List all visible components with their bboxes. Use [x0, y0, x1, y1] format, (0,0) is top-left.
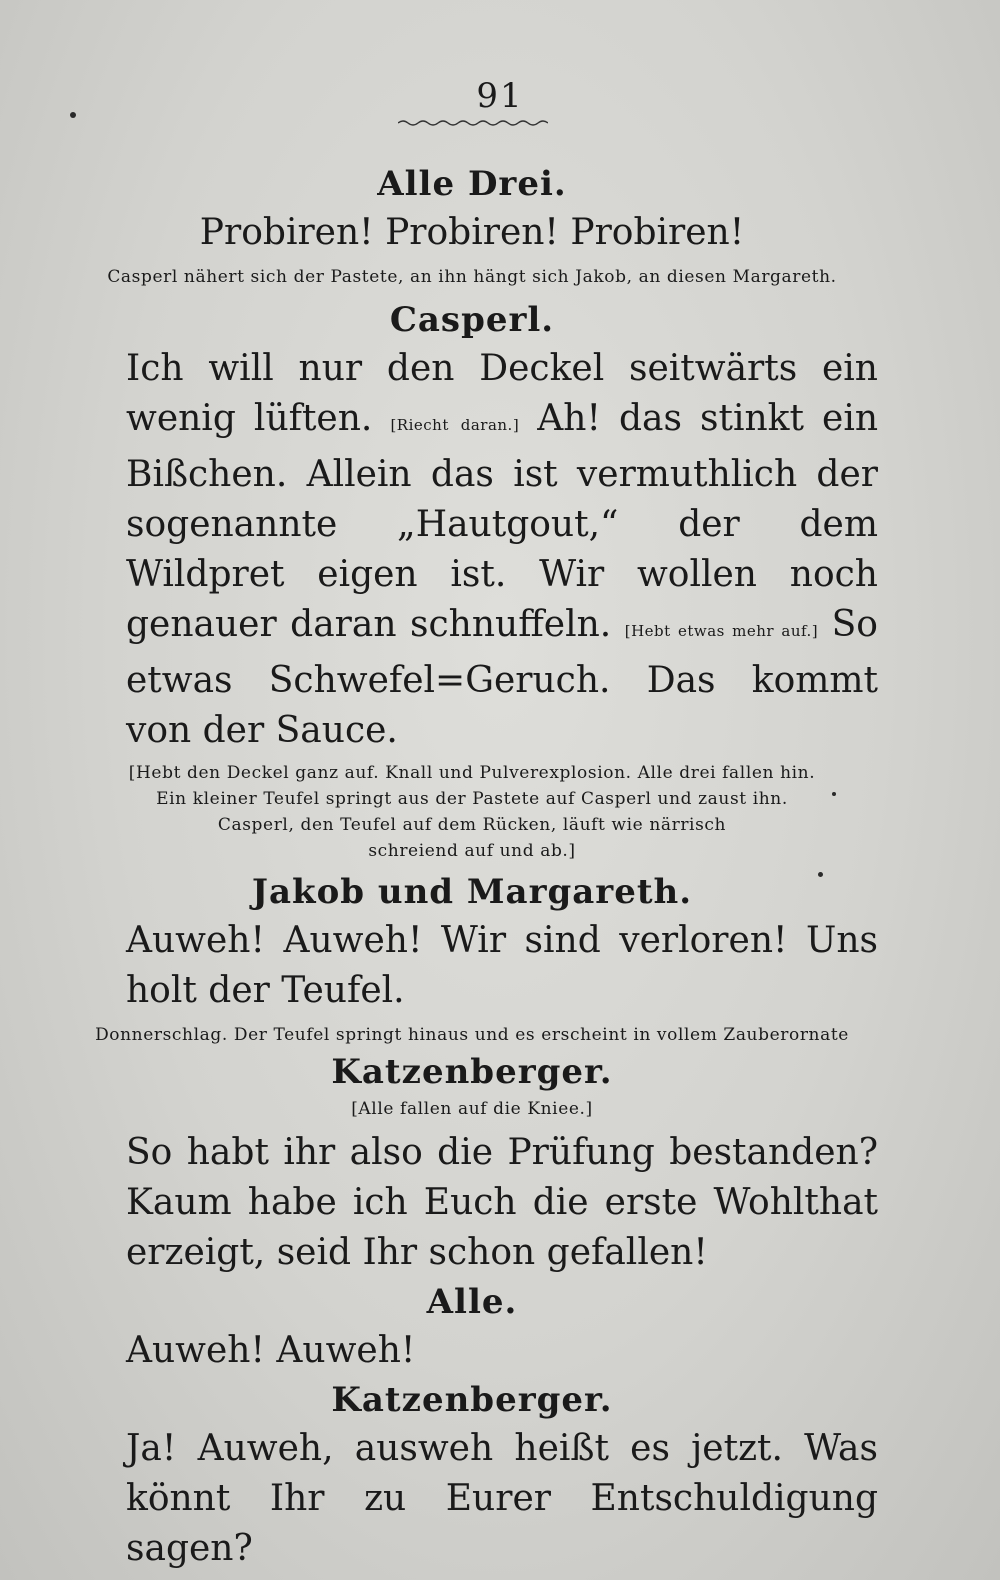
stage-direction — [66, 760, 878, 864]
speaker-heading: Alle. — [426, 1282, 518, 1322]
speech-text: Ah! das stinkt ein Bißchen. Allein das ist vermuthlich der sogenannte „Hautgout,“ der dem Wildpret eigen ist. Wir wollen noch genauer daran schnuffeln. — [126, 398, 879, 645]
inline-stage-direction: [Hebt etwas mehr auf.] — [624, 622, 819, 640]
speech-paragraph — [66, 344, 878, 756]
speech-line: Probiren! Probiren! Probiren! — [199, 212, 745, 253]
speaker-heading: Katzenberger. — [331, 1380, 613, 1420]
speaker-heading: Jakob und Margareth. — [251, 872, 693, 912]
stage-direction: [Alle fallen auf die Kniee.] — [351, 1099, 593, 1119]
speaker-heading: Katzenberger. — [331, 1052, 613, 1092]
speech-paragraph: Ja! Auweh, ausweh heißt es jetzt. Was könnt Ihr zu Eurer Entschuldigung sagen? — [126, 1428, 878, 1569]
speaker-heading: Alle Drei. — [377, 164, 567, 204]
page-number: 91 — [476, 76, 524, 116]
inline-stage-direction: [Riecht daran.] — [390, 416, 520, 434]
stage-direction-line: schreiend auf und ab.] — [368, 841, 576, 861]
speech-paragraph: Auweh! Auweh! — [126, 1330, 416, 1371]
stage-direction-line: Casperl, den Teufel auf dem Rücken, läuft wie närrisch — [217, 815, 727, 835]
speech-paragraph: Auweh! Auweh! Wir sind verloren! Uns holt der Teufel. — [126, 920, 878, 1011]
speech-text: Ich will nur den Deckel seitwärts ein wenig lüften. — [126, 348, 878, 439]
stage-direction-line: [Hebt den Deckel ganz auf. Knall und Pulverexplosion. Alle drei fallen hin. — [128, 763, 816, 783]
play-text — [66, 160, 878, 1574]
speaker-heading: Casperl. — [389, 300, 555, 340]
stage-direction: Donnerschlag. Der Teufel springt hinaus und es erscheint in vollem Zauberornate — [95, 1025, 849, 1045]
stage-direction: Casperl nähert sich der Pastete, an ihn hängt sich Jakob, an diesen Margareth. — [107, 267, 837, 287]
decorative-wavy-rule — [398, 118, 548, 128]
stage-direction-line: Ein kleiner Teufel springt aus der Pastete auf Casperl und zaust ihn. — [156, 789, 788, 809]
speech-text: So etwas Schwefel=Geruch. Das kommt von der Sauce. — [126, 604, 878, 751]
speech-paragraph: So habt ihr also die Prüfung bestanden? Kaum habe ich Euch die erste Wohlthat erzeigt, seid Ihr schon gefallen! — [126, 1132, 878, 1273]
